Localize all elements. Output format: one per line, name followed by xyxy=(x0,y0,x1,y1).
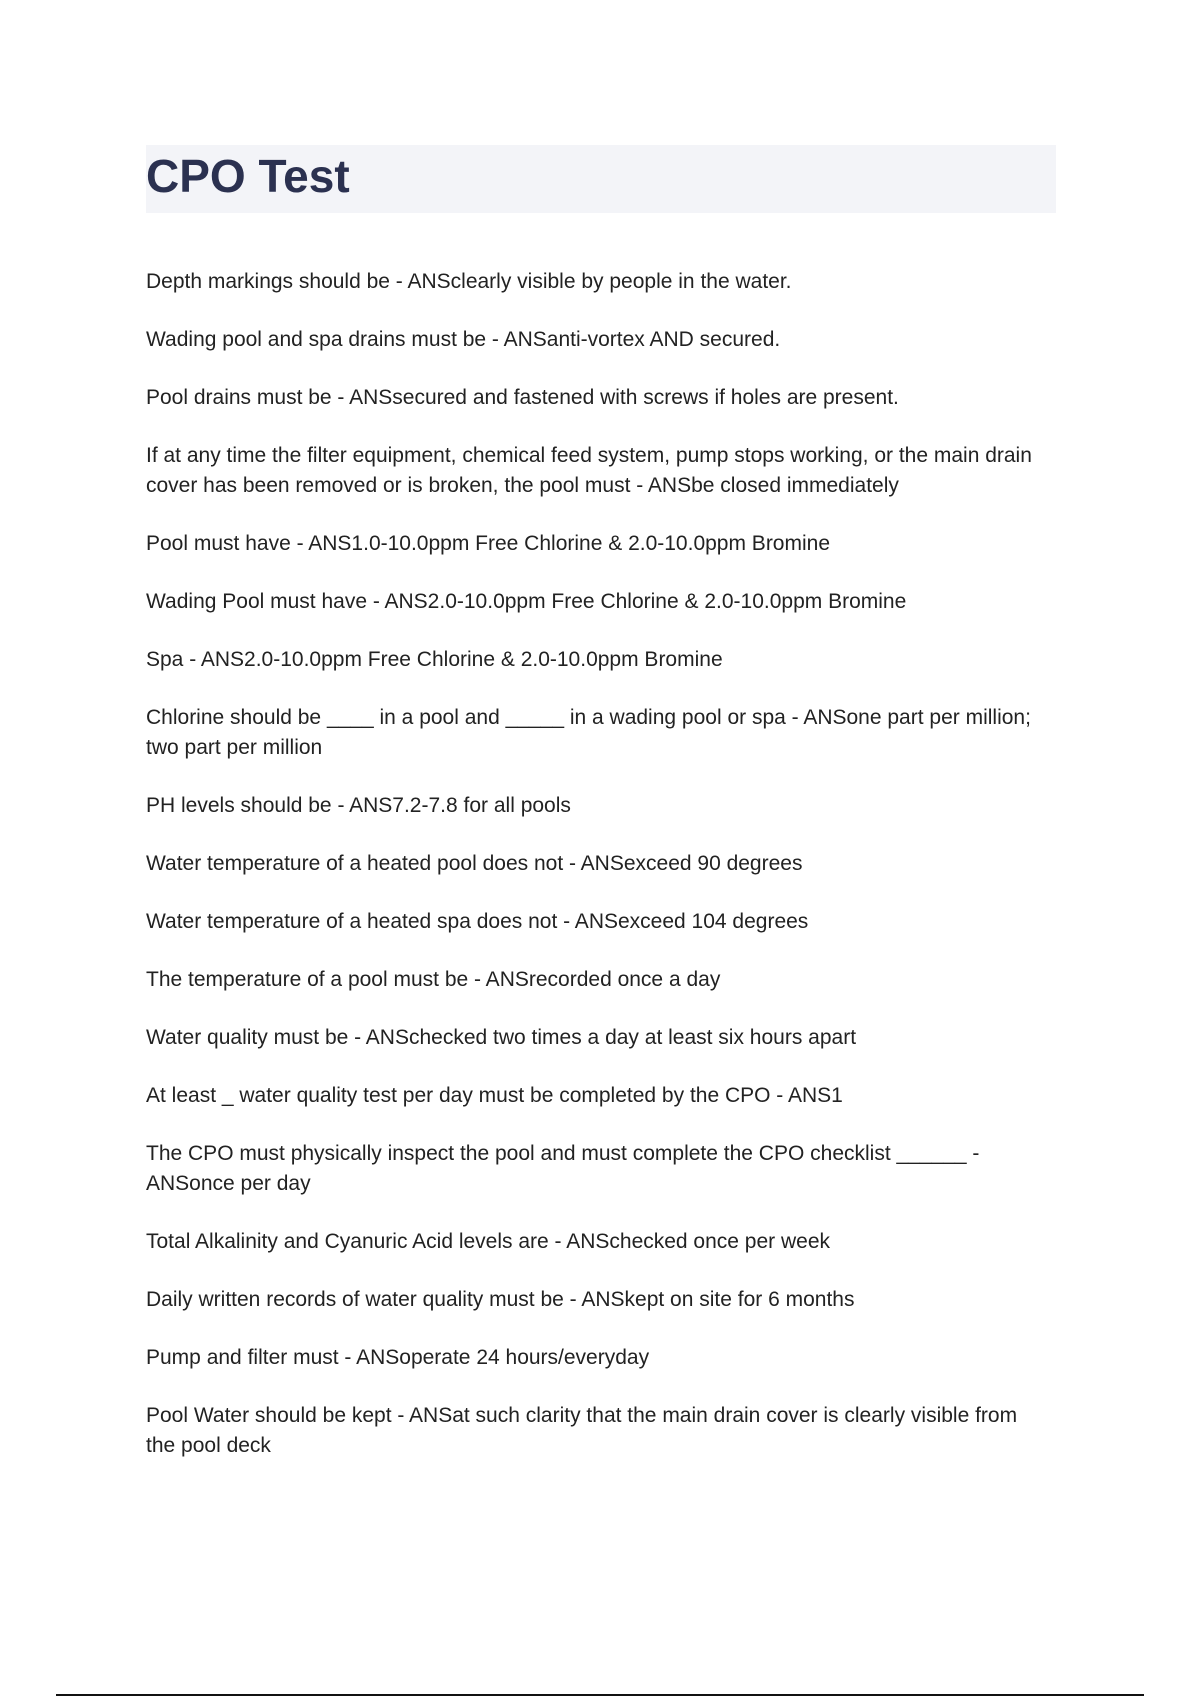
list-item: Water quality must be - ANSchecked two times a day at least six hours apart xyxy=(146,1026,857,1049)
list-item: Daily written records of water quality must be - ANSkept on site for 6 months xyxy=(146,1288,855,1311)
list-item: At least _ water quality test per day must be completed by the CPO - ANS1 xyxy=(146,1084,843,1107)
page-bottom-rule xyxy=(56,1694,1144,1696)
list-item: PH levels should be - ANS7.2-7.8 for all pools xyxy=(146,794,571,817)
list-item: Wading Pool must have - ANS2.0-10.0ppm Free Chlorine & 2.0-10.0ppm Bromine xyxy=(146,590,907,613)
title-banner xyxy=(146,145,1056,213)
list-item: Wading pool and spa drains must be - ANSanti-vortex AND secured. xyxy=(146,328,781,351)
list-item: Pool Water should be kept - ANSat such clarity that the main drain cover is clearly visible from the pool deck xyxy=(146,1404,1018,1457)
list-item: The CPO must physically inspect the pool and must complete the CPO checklist ______ - ANSonce per day xyxy=(146,1142,980,1195)
list-item: Water temperature of a heated spa does not - ANSexceed 104 degrees xyxy=(146,910,809,933)
list-item: Pool drains must be - ANSsecured and fastened with screws if holes are present. xyxy=(146,386,899,409)
list-item: Depth markings should be - ANSclearly visible by people in the water. xyxy=(146,270,792,293)
list-item: Pool must have - ANS1.0-10.0ppm Free Chlorine & 2.0-10.0ppm Bromine xyxy=(146,532,831,555)
list-item: Chlorine should be ____ in a pool and _____ in a wading pool or spa - ANSone part per million; two part per million xyxy=(146,706,1031,759)
question-answer-list xyxy=(146,267,1046,1489)
list-item: The temperature of a pool must be - ANSrecorded once a day xyxy=(146,968,721,991)
list-item: Water temperature of a heated pool does not - ANSexceed 90 degrees xyxy=(146,852,803,875)
list-item: Total Alkalinity and Cyanuric Acid levels are - ANSchecked once per week xyxy=(146,1230,831,1253)
list-item: Spa - ANS2.0-10.0ppm Free Chlorine & 2.0-10.0ppm Bromine xyxy=(146,648,723,671)
list-item: Pump and filter must - ANSoperate 24 hours/everyday xyxy=(146,1346,650,1369)
page-title: CPO Test xyxy=(146,150,350,202)
list-item: If at any time the filter equipment, chemical feed system, pump stops working, or the main drain cover has been removed or is broken, the pool must - ANSbe closed immediately xyxy=(146,444,1032,497)
